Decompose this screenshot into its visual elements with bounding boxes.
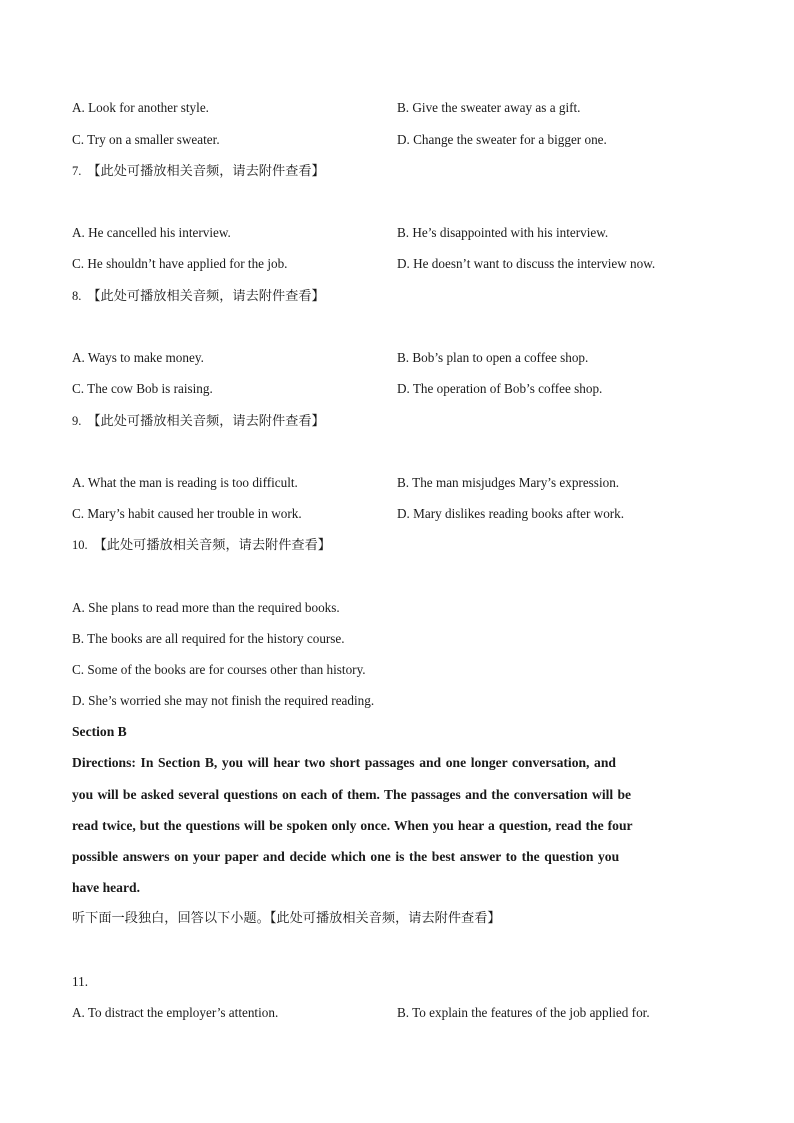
q9-option-a: A. What the man is reading is too difficult. [72,475,298,490]
q11-option-a: A. To distract the employer’s attention. [72,1005,279,1020]
q9-option-c: C. Mary’s habit caused her trouble in work. [72,506,302,521]
q7-number: 7. [72,164,82,178]
q9-audio-note: 【此处可播放相关音频，请去附件查看】 [87,414,325,429]
q10-heading [72,537,331,554]
q8-option-d: D. The operation of Bob’s coffee shop. [397,381,603,396]
directions-line-5: have heard. [72,880,140,895]
q10-option-c: C. Some of the books are for courses other than history. [72,662,366,677]
q7-option-a: A. He cancelled his interview. [72,225,231,240]
directions-line-4: possible answers on your paper and decide which one is the best answer to the question you [72,849,620,864]
directions-line-1: Directions: In Section B, you will hear two short passages and one longer conversation, and [72,755,616,770]
q10-audio-note: 【此处可播放相关音频，请去附件查看】 [93,538,331,553]
q7-option-d: D. He doesn’t want to discuss the interview now. [397,256,656,271]
q6-option-a: A. Look for another style. [72,100,209,115]
monologue-instruction: 听下面一段独白，回答以下小题。【此处可播放相关音频，请去附件查看】 [72,911,501,926]
q7-heading [72,163,325,180]
q9-option-b: B. The man misjudges Mary’s expression. [397,475,620,490]
q9-number: 9. [72,414,82,428]
q11-number: 11. [72,974,88,989]
q8-option-a: A. Ways to make money. [72,350,204,365]
q8-heading [72,288,325,305]
q6-option-b: B. Give the sweater away as a gift. [397,100,581,115]
q10-number: 10. [72,538,88,552]
q7-audio-note: 【此处可播放相关音频，请去附件查看】 [87,164,325,179]
q10-option-d: D. She’s worried she may not finish the required reading. [72,693,375,708]
q8-option-c: C. The cow Bob is raising. [72,381,213,396]
q8-audio-note: 【此处可播放相关音频，请去附件查看】 [87,289,325,304]
q8-option-b: B. Bob’s plan to open a coffee shop. [397,350,589,365]
q7-option-b: B. He’s disappointed with his interview. [397,225,609,240]
directions-line-3: read twice, but the questions will be spoken only once. When you hear a question, read the four [72,818,633,833]
q11-option-b: B. To explain the features of the job applied for. [397,1005,650,1020]
q6-option-d: D. Change the sweater for a bigger one. [397,132,607,147]
directions-line-2: you will be asked several questions on each of them. The passages and the conversation will be [72,787,632,802]
q10-option-b: B. The books are all required for the history course. [72,631,345,646]
q6-option-c: C. Try on a smaller sweater. [72,132,220,147]
section-b-title: Section B [72,724,127,739]
q10-option-a: A. She plans to read more than the required books. [72,600,340,615]
q9-option-d: D. Mary dislikes reading books after work. [397,506,625,521]
q7-option-c: C. He shouldn’t have applied for the job. [72,256,288,271]
q9-heading [72,413,325,430]
q8-number: 8. [72,289,82,303]
